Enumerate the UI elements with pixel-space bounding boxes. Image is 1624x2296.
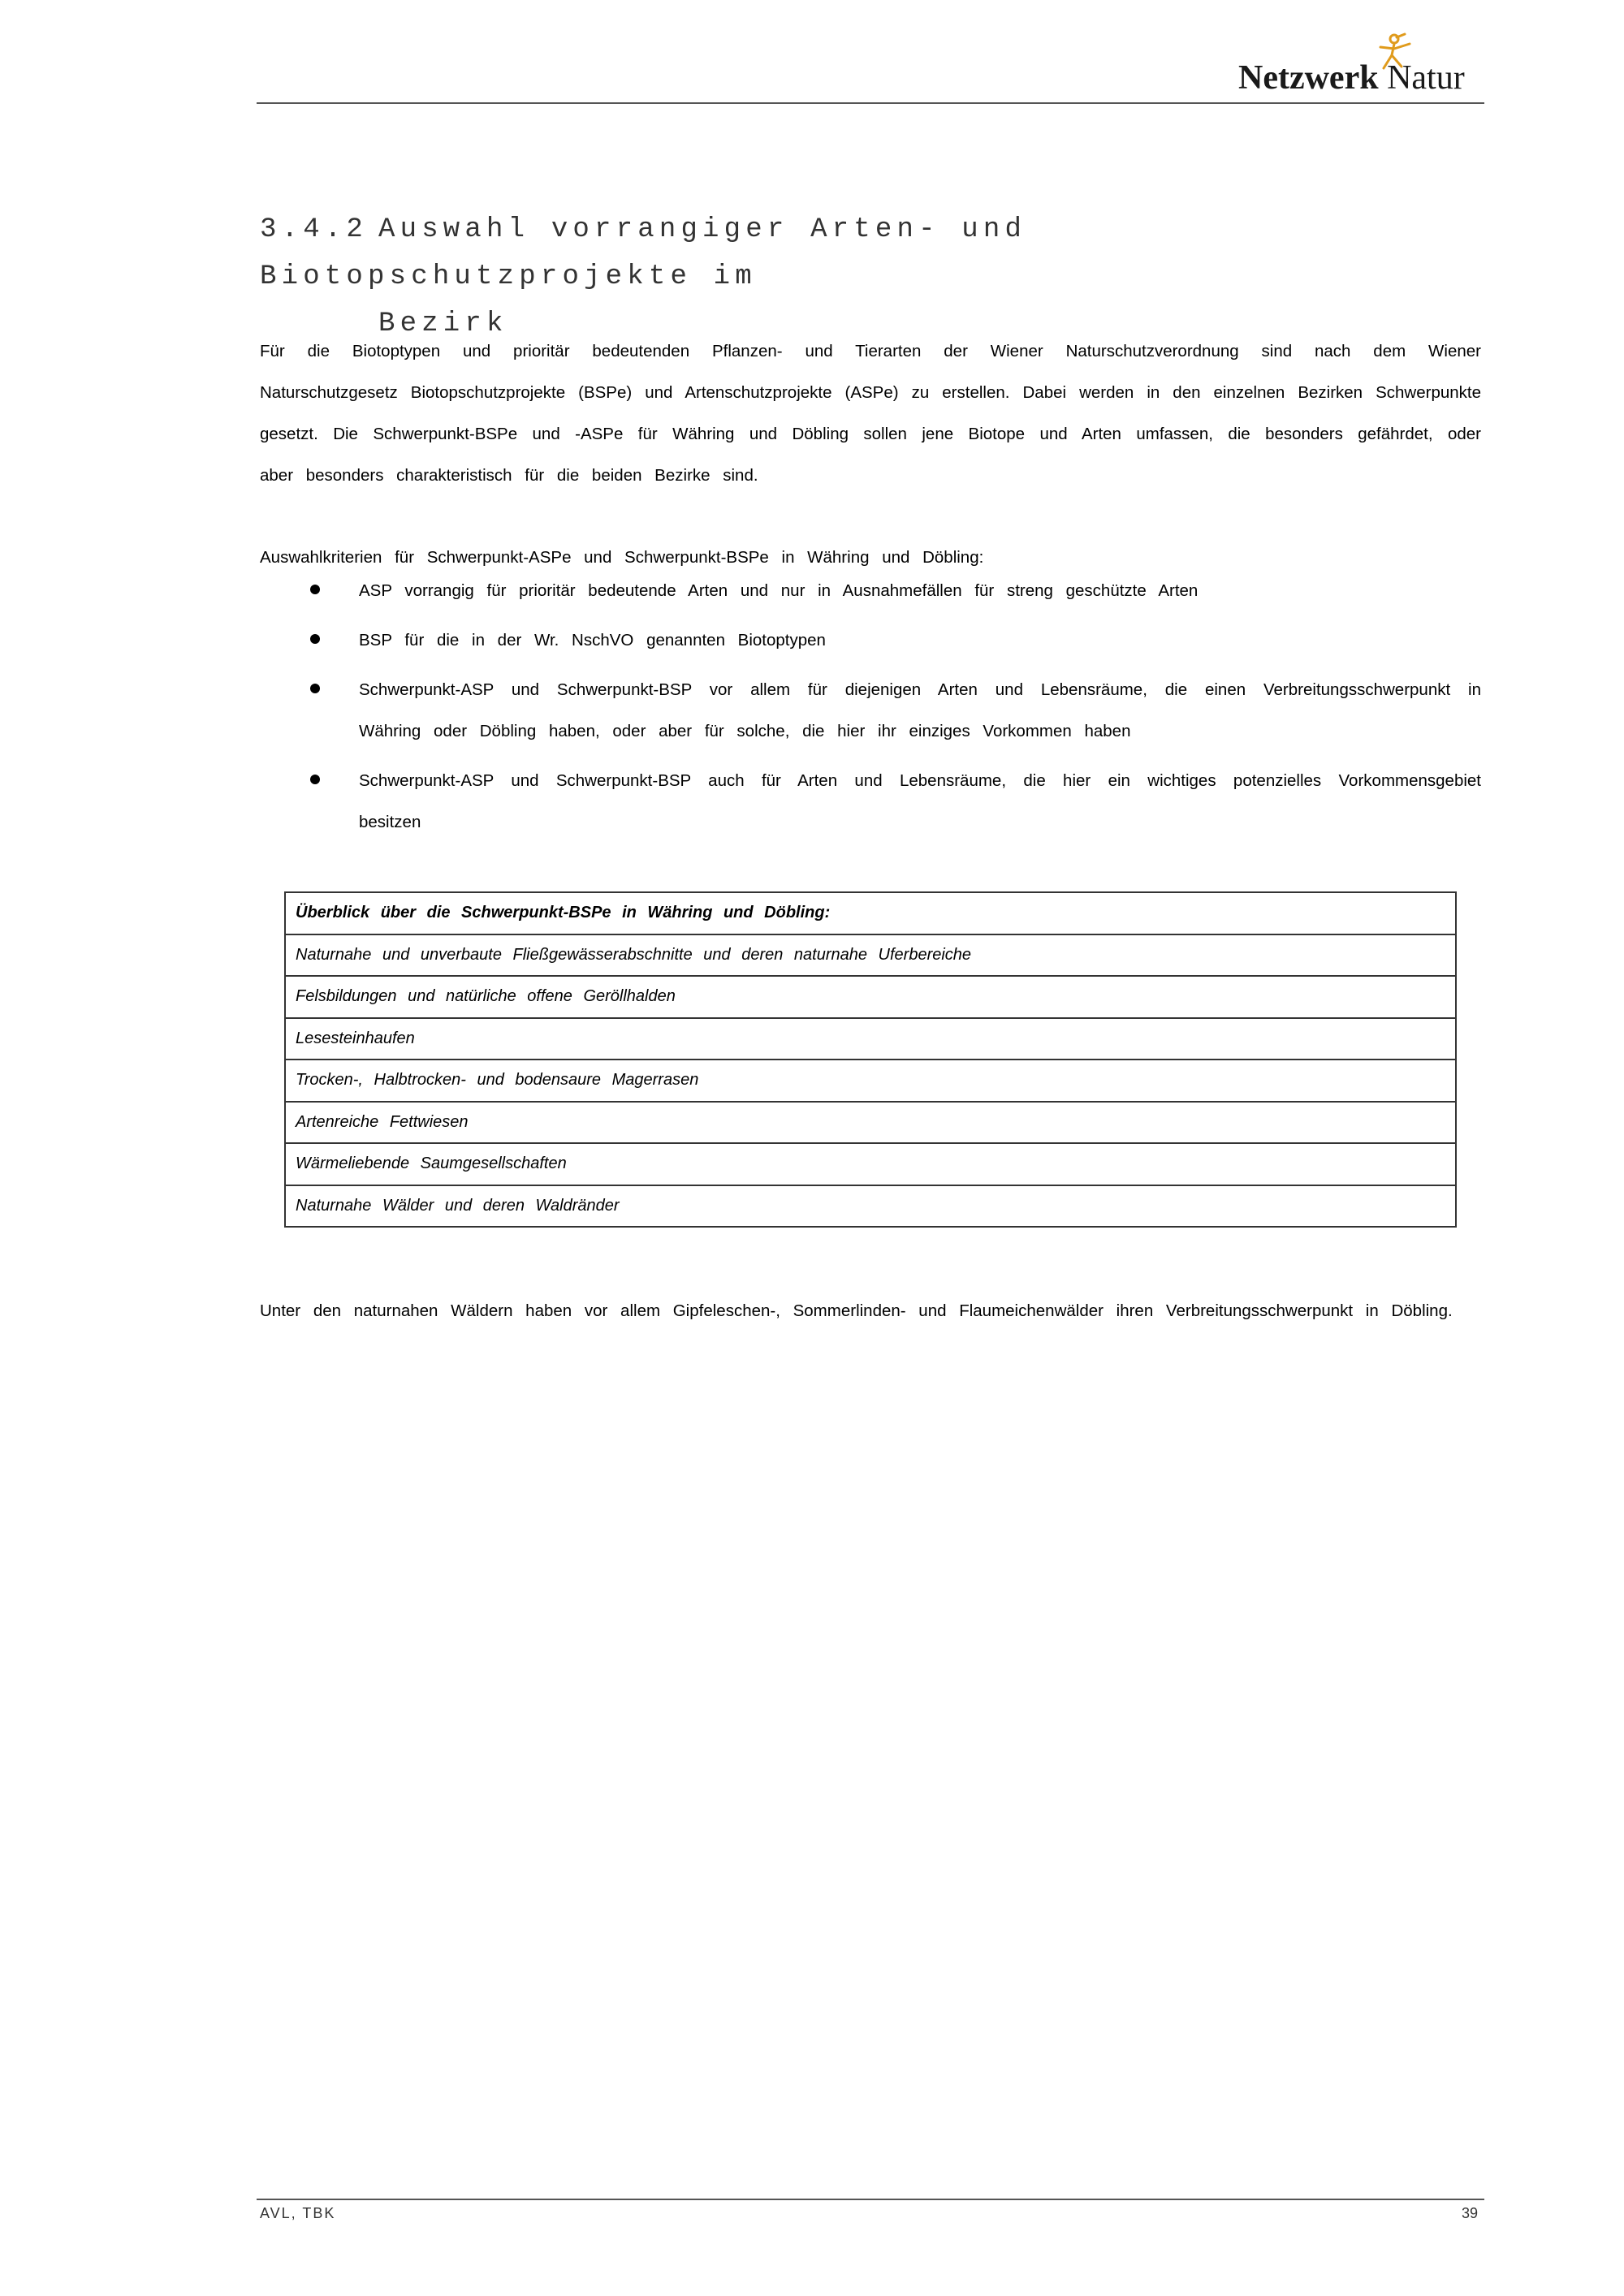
section-number: 3.4.2 [260, 214, 369, 245]
table-row [285, 1143, 1456, 1185]
table-header-row [285, 892, 1456, 934]
bullet-icon [310, 684, 320, 693]
table-cell: Lesesteinhaufen [285, 1018, 1456, 1060]
table-row [285, 976, 1456, 1018]
page-number: 39 [1461, 2205, 1478, 2221]
table-row [285, 1018, 1456, 1060]
list-item: BSP für die in der Wr. NschVO genannten Biotoptypen [260, 619, 1481, 661]
footer-authors: AVL, TBK [260, 2205, 336, 2221]
table-row [285, 1185, 1456, 1228]
table-cell: Wärmeliebende Saumgesellschaften [285, 1143, 1456, 1185]
overview-table [284, 891, 1457, 1228]
table-row [285, 934, 1456, 977]
list-item: Schwerpunkt-ASP und Schwerpunkt-BSP auch für Arten und Lebensräume, die hier ein wichtiges potenzielles Vorkommensgebiet besitzen [260, 760, 1481, 843]
logo [1238, 32, 1482, 101]
logo-wordmark: Netzwerk Natur [1238, 59, 1465, 97]
list-item: Schwerpunkt-ASP und Schwerpunkt-BSP vor allem für diejenigen Arten und Lebensräume, die einen Verbreitungsschwerpunkt in Währing oder Döbling haben, oder aber für solche, die hier ihr einziges Vorkommen haben [260, 669, 1481, 752]
criteria-intro: Auswahlkriterien für Schwerpunkt-ASPe und Schwerpunkt-BSPe in Währing und Döbling: [260, 547, 984, 567]
table-cell: Naturnahe und unverbaute Fließgewässerabschnitte und deren naturnahe Uferbereiche [285, 934, 1456, 977]
section-title-line2: Bezirk [378, 309, 508, 339]
table-cell: Felsbildungen und natürliche offene Geröllhalden [285, 976, 1456, 1018]
section-heading [260, 206, 1478, 347]
table-row [285, 1102, 1456, 1144]
table-cell: Naturnahe Wälder und deren Waldränder [285, 1185, 1456, 1228]
bullet-icon [310, 775, 320, 784]
section-title-line1: Auswahl vorrangiger Arten- und Biotopschutzprojekte im [260, 214, 1027, 292]
table-header-cell: Überblick über die Schwerpunkt-BSPe in Währing und Döbling: [285, 892, 1456, 934]
bullet-icon [310, 585, 320, 594]
table-cell: Artenreiche Fettwiesen [285, 1102, 1456, 1144]
closing-paragraph: Unter den naturnahen Wäldern haben vor allem Gipfeleschen-, Sommerlinden- und Flaumeichenwälder ihren Verbreitungsschwerpunkt in Döbling. [260, 1301, 1453, 1320]
footer-rule [257, 2199, 1484, 2200]
header-rule [257, 102, 1484, 104]
intro-paragraph: Für die Biotoptypen und prioritär bedeutenden Pflanzen- und Tierarten der Wiener Naturschutzverordnung sind nach dem Wiener Naturschutzgesetz Biotopschutzprojekte (BSPe) und Artenschutzprojekte (ASPe) zu erstellen. Dabei werden in den einzelnen Bezirken Schwerpunkte gesetzt. Die Schwerpunkt-BSPe und -ASPe für Währing und Döbling sollen jene Biotope und Arten umfassen, die besonders gefährdet, oder aber besonders charakteristisch für die beiden Bezirke sind. [260, 341, 1481, 485]
table-cell: Trocken-, Halbtrocken- und bodensaure Magerrasen [285, 1060, 1456, 1102]
table-row [285, 1060, 1456, 1102]
bullet-icon [310, 634, 320, 644]
list-item: ASP vorrangig für prioritär bedeutende Arten und nur in Ausnahmefällen für streng geschützte Arten [260, 570, 1481, 611]
criteria-list [260, 570, 1481, 851]
